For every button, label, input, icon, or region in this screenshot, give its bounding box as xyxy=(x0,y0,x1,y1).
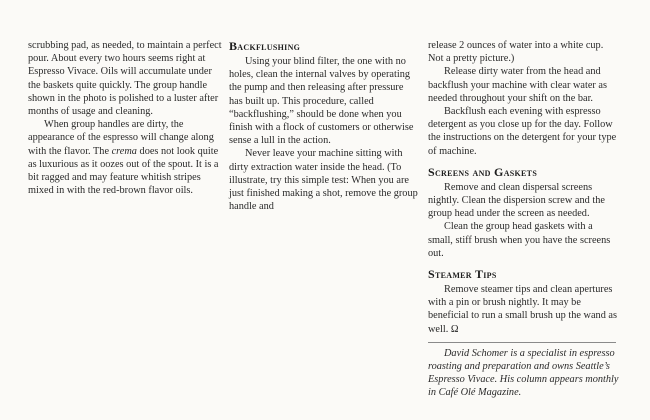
text-run: When group handles are dirty, the appearance of the espresso will change along with the flavor. The xyxy=(28,119,214,157)
heading-backflushing: Backflushing xyxy=(229,39,301,53)
paragraph-dirty-water: Never leave your machine sitting with dirty extraction water inside the head. (To illustrate, try this simple test: When you are just finished making a shot, remove the group handle and xyxy=(229,148,418,213)
paragraph-release-water: release 2 ounces of water into a white cup. Not a pretty picture.) xyxy=(428,40,604,65)
heading-steamer-tips: Steamer Tips xyxy=(428,267,497,282)
heading-screens-gaskets: Screens and Gaskets xyxy=(428,164,538,179)
paragraph-release-dirty: Release dirty water from the head and backflush your machine with clear water as needed throughout your shift on the bar. xyxy=(428,66,607,104)
column-1 xyxy=(28,39,224,197)
paragraph-dirty-handles xyxy=(28,118,224,197)
column-3 xyxy=(428,39,620,400)
paragraph-blind-filter: Using your blind filter, the one with no holes, clean the internal valves by operating the pump and then releasing after pressure has built up. This procedure, called “backflushing,” should be done when you finish with a flock of customers or otherwise sense a lull in the action. xyxy=(229,56,414,147)
paragraph-polish: scrubbing pad, as needed, to maintain a perfect pour. About every two hours seems right at Espresso Vivace. Oils will accumulate under the baskets quite quickly. The group handle shown in the photo is polished to a luster after months of usage and cleaning. xyxy=(28,40,222,118)
paragraph-steamer: Remove steamer tips and clean apertures with a pin or brush nightly. It may be beneficial to run a small brush up the wand as well. Ω xyxy=(428,284,618,335)
paragraph-backflush-evening: Backflush each evening with espresso detergent as you close up for the day. Follow the instructions on the detergent for your type of machine. xyxy=(428,106,617,157)
column-2 xyxy=(229,39,419,213)
crema-emphasis: crema xyxy=(111,145,137,157)
text-run: does not look quite as luxurious as it oozes out of the spout. It is a bit ragged and may feature whitish stripes mixed in with the red-brown flavor oils. xyxy=(28,145,219,197)
paragraph-gaskets: Clean the group head gaskets with a small, stiff brush when you have the screens out. xyxy=(428,221,611,259)
paragraph-screens: Remove and clean dispersal screens nightly. Clean the dispersion screw and the group head under the screen as needed. xyxy=(428,181,605,220)
author-bio: David Schomer is a specialist in espresso roasting and preparation and owns Seattle’s Espresso Vivace. His column appears monthly in Café Olé Magazine. xyxy=(428,347,619,399)
bio-divider xyxy=(428,342,616,343)
